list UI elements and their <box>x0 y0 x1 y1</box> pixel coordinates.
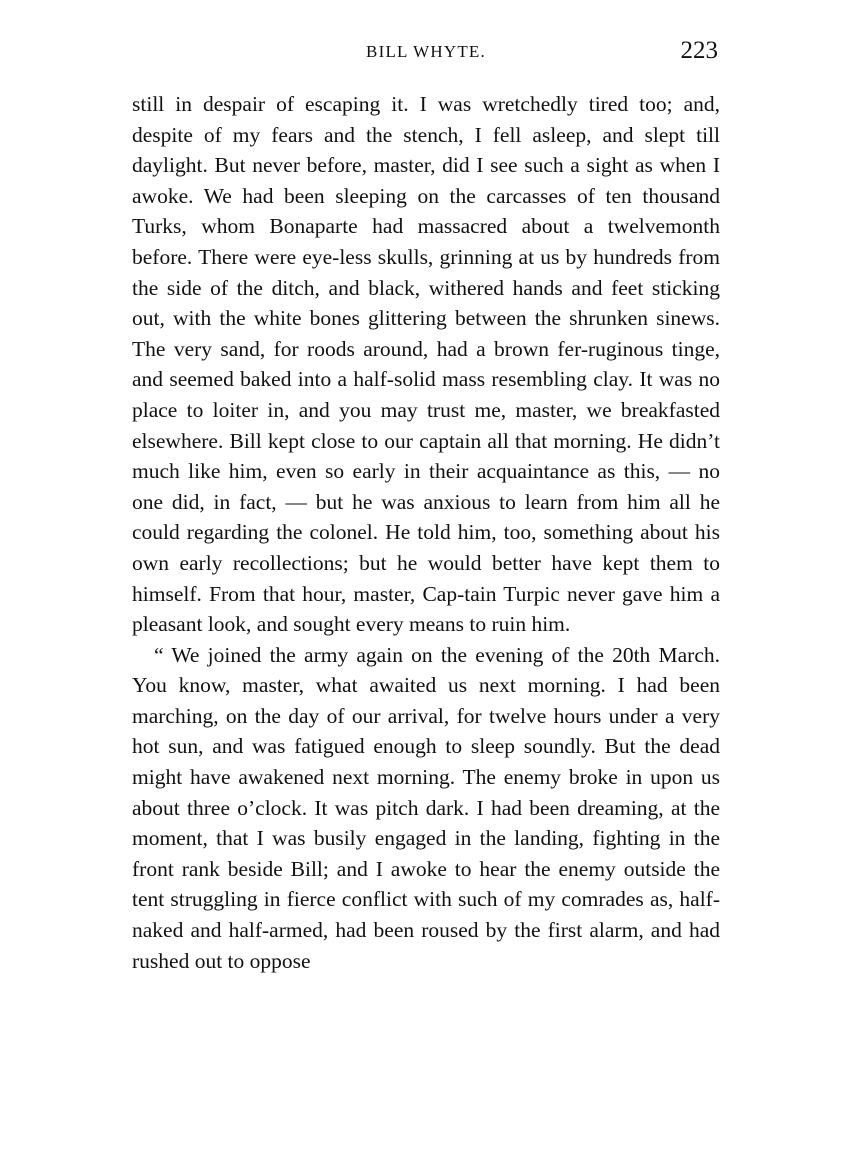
paragraph-continued: still in despair of escaping it. I was wretchedly tired too; and, despite of my fears and the stench, I fell asleep, and slept till daylight. But never before, master, did I see such a sight as when I awoke. We had been sleeping on the carcasses of ten thousand Turks, whom Bonaparte had massacred about a twelvemonth before. There were eye-less skulls, grinning at us by hundreds from the side of the ditch, and black, withered hands and feet sticking out, with the white bones glittering between the shrunken sinews. The very sand, for roods around, had a brown fer-ruginous tinge, and seemed baked into a half-solid mass resembling clay. It was no place to loiter in, and you may trust me, master, we breakfasted elsewhere. Bill kept close to our captain all that morning. He didn’t much like him, even so early in their acquaintance as this, — no one did, in fact, — but he was anxious to learn from him all he could regarding the colonel. He told him, too, something about his own early recollections; but he would better have kept them to himself. From that hour, master, Cap-tain Turpic never gave him a pleasant look, and sought every means to ruin him. <box>132 92 720 637</box>
body-text <box>132 89 720 1104</box>
running-head <box>132 38 720 78</box>
paragraph-quoted: “ We joined the army again on the evening of the 20th March. You know, master, what awaited us next morning. I had been marching, on the day of our arrival, for twelve hours under a very hot sun, and was fatigued enough to sleep soundly. But the dead might have awakened next morning. The enemy broke in upon us about three o’clock. It was pitch dark. I had been dreaming, at the moment, that I was busily engaged in the landing, fighting in the front rank beside Bill; and I awoke to hear the enemy outside the tent struggling in fierce conflict with such of my comrades as, half-naked and half-armed, had been roused by the first alarm, and had rushed out to oppose <box>132 642 720 973</box>
page-number: 223 <box>680 37 718 64</box>
running-title: BILL WHYTE. <box>366 42 486 61</box>
